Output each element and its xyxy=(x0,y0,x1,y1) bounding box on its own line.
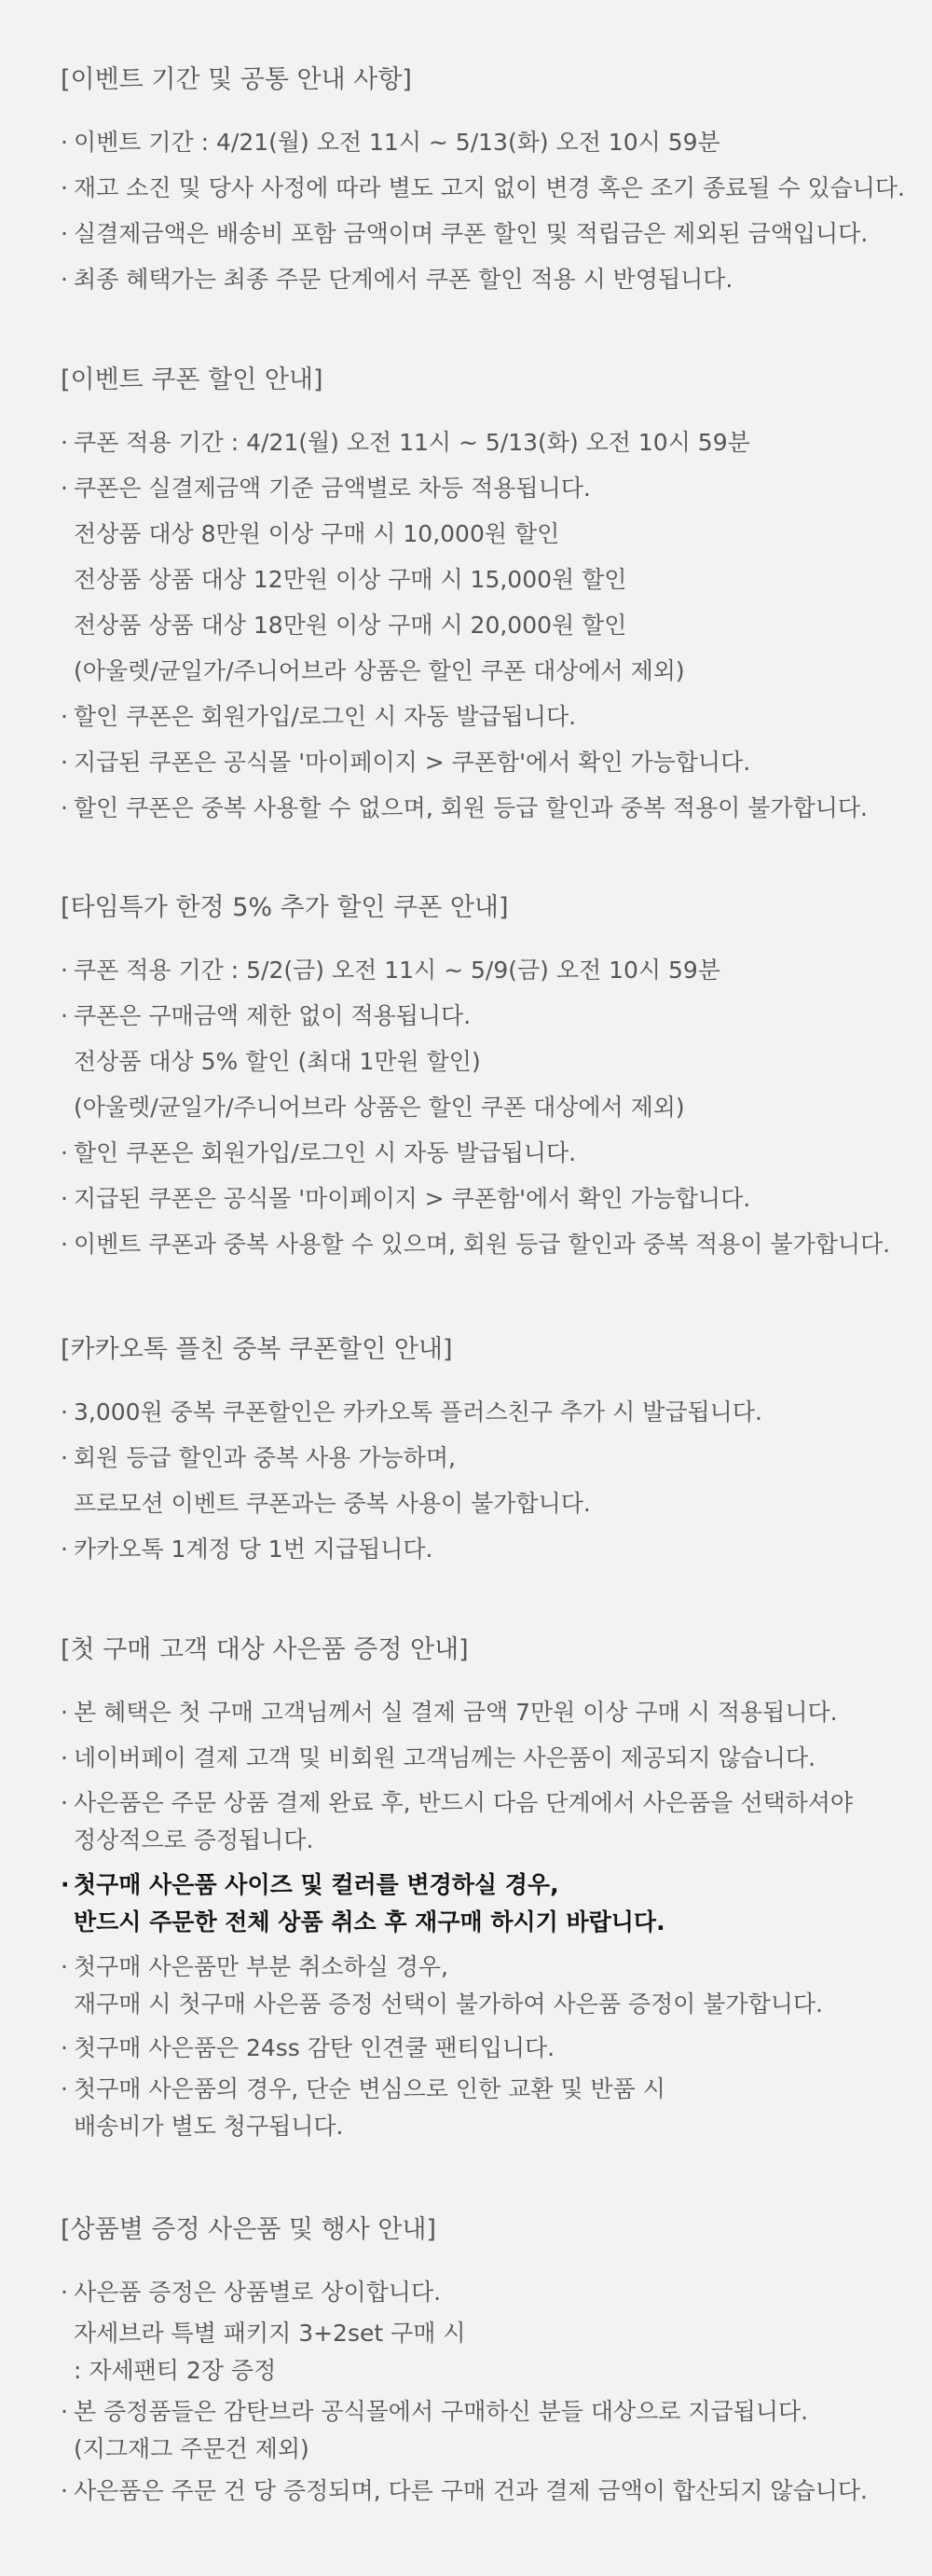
list-item: · 네이버페이 결제 고객 및 비회원 고객님께는 사은품이 제공되지 않습니다. xyxy=(61,1744,816,1771)
list-item-sub: (아울렛/균일가/주니어브라 상품은 할인 쿠폰 대상에서 제외) xyxy=(74,657,685,684)
list-item: · 본 증정품들은 감탄브라 공식몰에서 구매하신 분들 대상으로 지급됩니다. xyxy=(61,2398,809,2425)
list-item: · 3,000원 중복 쿠폰할인은 카카오톡 플러스친구 추가 시 발급됩니다. xyxy=(61,1398,762,1426)
list-item: · 쿠폰은 구매금액 제한 없이 적용됩니다. xyxy=(61,1002,472,1029)
list-item: · 재고 소진 및 당사 사정에 따라 별도 고지 없이 변경 혹은 조기 종료될 수 있습니다. xyxy=(61,174,906,201)
list-item: · 이벤트 쿠폰과 중복 사용할 수 있으며, 회원 등급 할인과 중복 적용이 불가합니다. xyxy=(61,1231,891,1258)
list-item: · 쿠폰 적용 기간 : 5/2(금) 오전 11시 ~ 5/9(금) 오전 10시 59분 xyxy=(61,957,720,984)
list-item-emphasis: · 첫구매 사은품 사이즈 및 컬러를 변경하실 경우, xyxy=(61,1871,559,1898)
list-item-sub: : 자세팬티 2장 증정 xyxy=(74,2357,277,2384)
list-item: · 이벤트 기간 : 4/21(월) 오전 11시 ~ 5/13(화) 오전 10시 59분 xyxy=(61,129,720,156)
notice-list xyxy=(61,1689,918,2145)
list-item-continued: (지그재그 주문건 제외) xyxy=(74,2435,309,2462)
list-item-continued: 정상적으로 증정됩니다. xyxy=(74,1826,314,1853)
list-item: · 할인 쿠폰은 회원가입/로그인 시 자동 발급됩니다. xyxy=(61,703,577,730)
list-item-sub: 전상품 대상 5% 할인 (최대 1만원 할인) xyxy=(74,1048,481,1075)
list-item: · 지급된 쿠폰은 공식몰 '마이페이지 > 쿠폰함'에서 확인 가능합니다. xyxy=(61,749,751,776)
list-item: · 회원 등급 할인과 중복 사용 가능하며, xyxy=(61,1444,456,1471)
list-item-sub: 전상품 대상 8만원 이상 구매 시 10,000원 할인 xyxy=(74,520,560,547)
list-item-continued: 배송비가 별도 청구됩니다. xyxy=(74,2113,344,2140)
list-item: · 실결제금액은 배송비 포함 금액이며 쿠폰 할인 및 적립금은 제외된 금액입니다. xyxy=(61,220,869,247)
list-item-sub: 자세브라 특별 패키지 3+2set 구매 시 xyxy=(74,2320,466,2347)
list-item: · 첫구매 사은품은 24ss 감탄 인견쿨 팬티입니다. xyxy=(61,2034,555,2061)
list-item: · 지급된 쿠폰은 공식몰 '마이페이지 > 쿠폰함'에서 확인 가능합니다. xyxy=(61,1185,751,1212)
list-item: · 쿠폰은 실결제금액 기준 금액별로 차등 적용됩니다. xyxy=(61,475,591,502)
notice-section-common xyxy=(61,63,918,302)
notice-list xyxy=(61,2269,918,2514)
list-item: · 사은품 증정은 상품별로 상이합니다. xyxy=(61,2279,442,2306)
notice-section-event-coupon xyxy=(61,364,918,831)
notice-list xyxy=(61,119,918,302)
list-item: · 사은품은 주문 건 당 증정되며, 다른 구매 건과 결제 금액이 합산되지 않습니다. xyxy=(61,2477,868,2504)
list-item: · 할인 쿠폰은 회원가입/로그인 시 자동 발급됩니다. xyxy=(61,1139,577,1166)
list-item-emphasis-continued: 반드시 주문한 전체 상품 취소 후 재구매 하시기 바랍니다. xyxy=(74,1908,665,1935)
section-heading: [이벤트 쿠폰 할인 안내] xyxy=(61,365,323,394)
notice-section-kakao xyxy=(61,1333,918,1572)
list-item-sub: 전상품 상품 대상 18만원 이상 구매 시 20,000원 할인 xyxy=(74,612,627,639)
list-item-continued: 재구매 시 첫구매 사은품 증정 선택이 불가하여 사은품 증정이 불가합니다. xyxy=(74,1991,823,2018)
notice-list xyxy=(61,1389,918,1572)
list-item: · 카카오톡 1계정 당 1번 지급됩니다. xyxy=(61,1536,433,1563)
list-item: · 첫구매 사은품의 경우, 단순 변심으로 인한 교환 및 반품 시 xyxy=(61,2075,665,2102)
list-item: · 사은품은 주문 상품 결제 완료 후, 반드시 다음 단계에서 사은품을 선택하셔야 xyxy=(61,1789,854,1816)
notice-list xyxy=(61,947,918,1267)
list-item-sub: (아울렛/균일가/주니어브라 상품은 할인 쿠폰 대상에서 제외) xyxy=(74,1094,685,1121)
notice-section-time-sale xyxy=(61,891,918,1267)
list-item: · 쿠폰 적용 기간 : 4/21(월) 오전 11시 ~ 5/13(화) 오전 10시 59분 xyxy=(61,429,750,456)
section-heading: [카카오톡 플친 중복 쿠폰할인 안내] xyxy=(61,1335,453,1364)
section-heading: [타임특가 한정 5% 추가 할인 쿠폰 안내] xyxy=(61,893,509,922)
section-heading: [첫 구매 고객 대상 사은품 증정 안내] xyxy=(61,1635,469,1664)
list-item: · 본 혜택은 첫 구매 고객님께서 실 결제 금액 7만원 이상 구매 시 적용됩니다. xyxy=(61,1699,838,1726)
notice-section-first-purchase xyxy=(61,1633,918,2145)
notice-list xyxy=(61,420,918,831)
list-item: · 최종 혜택가는 최종 주문 단계에서 쿠폰 할인 적용 시 반영됩니다. xyxy=(61,266,733,293)
section-heading: [상품별 증정 사은품 및 행사 안내] xyxy=(61,2215,437,2244)
list-item-sub: 프로모션 이벤트 쿠폰과는 중복 사용이 불가합니다. xyxy=(74,1490,591,1517)
list-item: · 첫구매 사은품만 부분 취소하실 경우, xyxy=(61,1953,448,1980)
list-item-sub: 전상품 상품 대상 12만원 이상 구매 시 15,000원 할인 xyxy=(74,566,627,593)
notice-section-gift xyxy=(61,2213,918,2514)
list-item: · 할인 쿠폰은 중복 사용할 수 없으며, 회원 등급 할인과 중복 적용이 불가합니다. xyxy=(61,794,868,821)
section-heading: [이벤트 기간 및 공통 안내 사항] xyxy=(61,65,412,94)
